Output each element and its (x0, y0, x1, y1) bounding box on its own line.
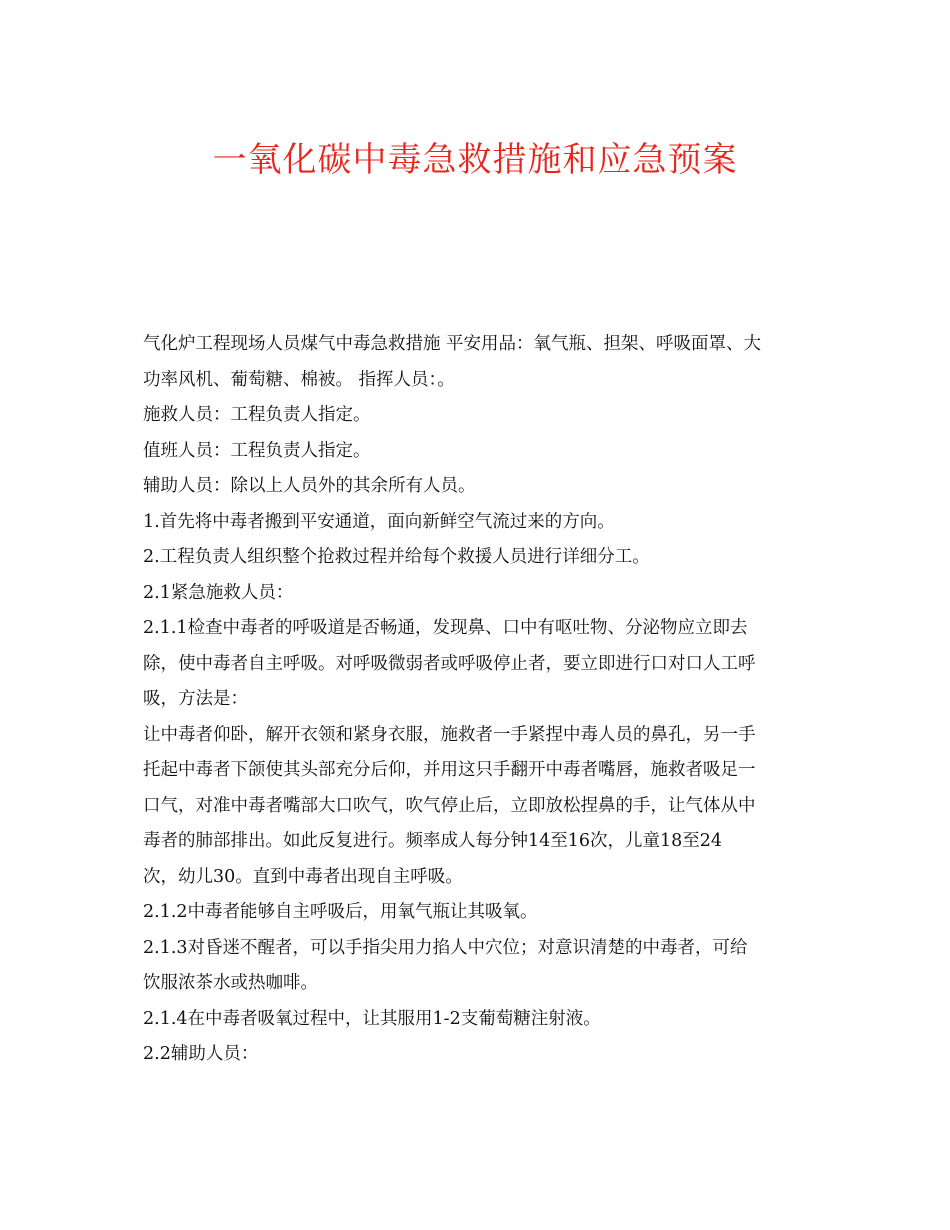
text-line: 次，幼儿30。直到中毒者出现自主呼吸。 (143, 866, 463, 887)
text-line: 1.首先将中毒者搬到平安通道，面向新鲜空气流过来的方向。 (143, 511, 615, 532)
text-line: 托起中毒者下颌使其头部充分后仰，并用这只手翻开中毒者嘴唇，施救者吸足一 (143, 760, 756, 780)
text-line: 吸，方法是： (143, 689, 248, 709)
text-line: 2.1.2中毒者能够自主呼吸后，用氧气瓶让其吸氧。 (143, 902, 538, 922)
document-body (143, 327, 811, 1073)
text-line: 2.工程负责人组织整个抢救过程并给每个救援人员进行详细分工。 (143, 547, 650, 567)
text-line: 2.1.4在中毒者吸氧过程中，让其服用1-2支葡萄糖注射液。 (143, 1008, 601, 1029)
text-line: 辅助人员：除以上人员外的其余所有人员。 (143, 476, 476, 496)
text-line: 饮服浓茶水或热咖啡。 (143, 973, 318, 993)
text-line: 毒者的肺部排出。如此反复进行。频率成人每分钟14至16次，儿童18至24 (143, 831, 723, 851)
text-line: 2.1.3对昏迷不醒者，可以手指尖用力掐人中穴位；对意识清楚的中毒者，可给 (143, 937, 748, 958)
text-line: 让中毒者仰卧，解开衣领和紧身衣服，施救者一手紧捏中毒人员的鼻孔，另一手 (143, 724, 756, 745)
text-line: 2.2辅助人员： (143, 1044, 259, 1064)
text-line: 2.1紧急施救人员： (143, 582, 294, 603)
text-line: 除，使中毒者自主呼吸。对呼吸微弱者或呼吸停止者，要立即进行口对口人工呼 (143, 653, 756, 674)
text-line: 功率风机、葡萄糖、棉被。 指挥人员：。 (143, 369, 455, 390)
text-line: 气化炉工程现场人员煤气中毒急救措施 平安用品：氧气瓶、担架、呼吸面罩、大 (143, 334, 762, 354)
text-line: 施救人员：工程负责人指定。 (143, 405, 371, 425)
text-line: 2.1.1检查中毒者的呼吸道是否畅通，发现鼻、口中有呕吐物、分泌物应立即去 (143, 618, 748, 638)
text-line: 口气，对准中毒者嘴部大口吹气，吹气停止后，立即放松捏鼻的手，让气体从中 (143, 795, 756, 816)
page-title: 一氧化碳中毒急救措施和应急预案 (212, 140, 738, 180)
text-line: 值班人员：工程负责人指定。 (143, 440, 371, 461)
